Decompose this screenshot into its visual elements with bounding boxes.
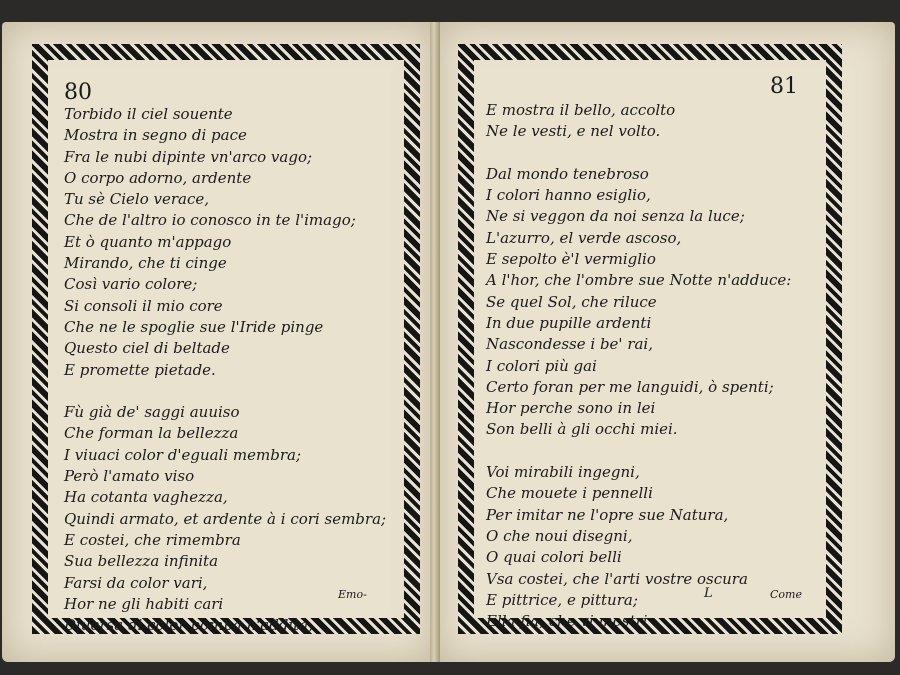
left-catchword: Emo- (338, 588, 367, 601)
right-poem-text (486, 100, 826, 632)
verse-line: Che forman la bellezza (64, 424, 239, 443)
right-catchword: Come (770, 588, 802, 601)
verse-line: Ella fia, che vi mostri (486, 612, 648, 631)
verse-line: Fù già de' saggi auuiso (64, 403, 240, 422)
verse-line: Vsa costei, che l'arti vostre oscura (486, 569, 748, 588)
verse-line: O che noui disegni, (486, 526, 633, 545)
verse-line: Hor perche sono in lei (486, 399, 656, 418)
left-page-number: 80 (64, 80, 92, 105)
verse-line: Et ò quanto m'appago (64, 232, 232, 251)
verse-line: Questo ciel di beltade (64, 339, 230, 358)
verse-line: Quindi armato, et ardente à i cori sembra; (64, 509, 387, 528)
verse-line: E costei, che rimembra (64, 530, 241, 549)
verse-line (486, 143, 826, 164)
verse-line: Sua bellezza infinita (64, 552, 219, 571)
verse-line: I colori hanno esiglio, (486, 186, 651, 205)
verse-line: L'azurro, el verde ascoso, (486, 228, 682, 247)
book-gutter (430, 22, 440, 662)
verse-line: Che de l'altro io conosco in te l'imago; (64, 211, 356, 230)
left-poem-text (64, 104, 404, 636)
verse-line: Voi mirabili ingegni, (486, 463, 640, 482)
verse-line: Per imitar ne l'opre sue Natura, (486, 505, 729, 524)
right-page-number: 81 (770, 74, 798, 99)
verse-line: O quai colori belli (486, 548, 622, 567)
verse-line: I colori più gai (486, 356, 597, 375)
verse-line: E sepolto è'l vermiglio (486, 250, 656, 269)
verse-line: E promette pietade. (64, 360, 216, 379)
verse-line: Così vario colore; (64, 275, 198, 294)
verse-line: A l'hor, che l'ombre sue Notte n'adduce: (486, 271, 792, 290)
verse-line: Certo foran per me languidi, ò spenti; (486, 377, 774, 396)
verse-line: In due pupille ardenti (486, 313, 652, 332)
verse-line: Ne le vesti, e nel volto. (486, 122, 661, 141)
verse-line: Si consoli il mio core (64, 296, 223, 315)
verse-line: Però l'amato viso (64, 467, 195, 486)
verse-line: Fra le nubi dipinte vn'arco vago; (64, 147, 313, 166)
verse-line: Nascondesse i be' rai, (486, 335, 653, 354)
verse-line: Che ne le spoglie sue l'Iride pinge (64, 317, 324, 336)
verse-line: Diuersa di color pompa n'addita, (64, 616, 313, 635)
verse-line: O corpo adorno, ardente (64, 168, 252, 187)
verse-line: Mirando, che ti cinge (64, 254, 227, 273)
signature-mark: L (704, 586, 713, 601)
verse-line: Hor ne gli habiti cari (64, 594, 224, 613)
verse-line: Torbido il ciel souente (64, 105, 233, 123)
verse-line: Che mouete i pennelli (486, 484, 653, 503)
verse-line: Tu sè Cielo verace, (64, 190, 210, 209)
verse-line: Son belli à gli occhi miei. (486, 420, 678, 439)
verse-line: E pittrice, e pittura; (486, 590, 638, 609)
verse-line: I viuaci color d'eguali membra; (64, 445, 301, 464)
verse-line: Se quel Sol, che riluce (486, 292, 657, 311)
verse-line: Dal mondo tenebroso (486, 164, 649, 183)
verse-line: Mostra in segno di pace (64, 126, 247, 145)
verse-line (486, 441, 826, 462)
verse-line: E mostra il bello, accolto (486, 101, 676, 119)
verse-line: Ha cotanta vaghezza, (64, 488, 228, 507)
verse-line: Farsi da color vari, (64, 573, 208, 592)
verse-line: Ne si veggon da noi senza la luce; (486, 207, 745, 226)
verse-line (64, 381, 404, 402)
